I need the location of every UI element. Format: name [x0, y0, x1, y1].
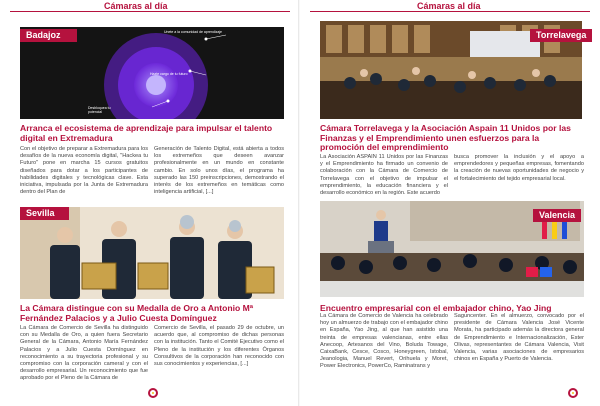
sevilla-article-title: La Cámara distingue con su Medalla de Oro a Antonio Mª Fernández Palacios y a Julio Cuesta Domínguez [20, 303, 254, 323]
right-page [300, 0, 600, 406]
section-title: Cámaras al día [417, 1, 481, 11]
torrelavega-body-col2: busca promover la inclusión y el apoyo a emprendedores y pequeñas empresas, fomentando la creación de nuevas oportunidades de negocio y el fortalecimiento del tejido empresarial local. [454, 154, 584, 182]
sevilla-body-col2: Comercio de Sevilla, el pasado 29 de octubre, un acuerdo que, al compromiso de dichas personas con la institución. Tanto el Comité Ejecutivo como el Pleno de la institución y los diferentes Órganos Consultivos de la corporación han reconocido con sus conocimientos y experiencias, [...] [154, 325, 284, 368]
left-page-header [10, 0, 290, 13]
sevilla-award-photo [20, 207, 284, 299]
valencia-body-col1: La Cámara de Comercio de Valencia ha celebrado hoy un almuerzo de trabajo con el embajador chino en España, Yao Jing, al que han asistido una treinta de empresas valencianas, entre ellas Anecoop, Artesanos del Vino, Boluda Towage, CaixaBank, Cesce, Cosco, Honeygreen, Istobal, Jeanologia, Manuel Revert, Orihuela y Moret, Power Electronics, PowerCo, Raminatrans y [320, 313, 448, 370]
city-tag-torrelavega: Torrelavega [530, 29, 592, 42]
city-tag-badajoz: Badajoz [20, 29, 77, 42]
header-rule [310, 11, 590, 12]
city-tag-valencia: Valencia [533, 209, 581, 222]
sevilla-body-col1: La Cámara de Comercio de Sevilla ha distinguido con su Medalla de Oro, a quien fuera Secretario General de la Cámara, Antonio María Fernández Palacios y a Julio Cuesta Domínguez en reconocimiento a su trayectoria profesional y su compromiso con la corporación cameral y con el desarrollo empresarial. Un reconocimiento que fue aprobado por el Pleno de la Cámara de [20, 325, 148, 382]
people-with-medals-graphic [20, 207, 284, 299]
camara-logo [568, 388, 578, 398]
camara-logo [148, 388, 158, 398]
badajoz-body-col2: Generación de Talento Digital, está abierta a todos los extremeños que deseen avanzar profesionalmente en un mundo en constante cambio. En solo unos días, el programa ha superado las 150 preinscripciones, demostrando el interés de los extremeños en temáticas como inteligencia artificial, [...] [154, 146, 284, 196]
valencia-body-col2: Saguncenter. En el almuerzo, convocado por el presidente de Cámara Valencia José Vicente Morata, ha participado además la directora general de Emprendimiento e Internacionalización, Ester Olivas, representantes de Cámara Valencia, Visit Valencia, varias asociaciones de empresarios chinos en España y Puerto de Valencia. [454, 313, 584, 363]
badajoz-article-title: Arranca el ecosistema de aprendizaje para impulsar el talento digital en Extremadura [20, 123, 273, 143]
badajoz-body-col1: Con el objetivo de preparar a Extremadura para los desafíos de la nueva economía digital, "Hackea tu Futuro" pone en marcha 15 cursos gratuitos diseñados para dotar a los participantes de habilidades digitales y tecnológicas clave. Esta iniciativa, impulsada por la Junta de Extremadura dentro del Plan de [20, 146, 148, 196]
section-title: Cámaras al día [104, 1, 168, 11]
torrelavega-article-title: Cámara Torrelavega y la Asociación Aspain 11 Unidos por las Finanzas y el Emprendimiento unen esfuerzos para la promoción del emprendimiento [320, 123, 571, 152]
diagram-label-outer: Unete a la comunidad de aprendizaje [164, 30, 222, 34]
torrelavega-body-col1: La Asociación ASPAIN 11 Unidos por las Finanzas y el Emprendimiento ha firmado un convenio de colaboración con la Cámara de Comercio de Torrelavega con el objetivo de impulsar el emprendimiento, la educación financiera y el desarrollo económico en la región. Este acuerdo [320, 154, 448, 197]
right-page-header [310, 0, 590, 13]
valencia-article-title: Encuentro empresarial con el embajador chino, Yao Jing [320, 303, 552, 313]
header-rule [10, 11, 290, 12]
diagram-label-middle: Hazte cargo de tu futuro [150, 72, 188, 76]
city-tag-sevilla: Sevilla [20, 207, 69, 220]
diagram-label-inner: Desbloquea tu potencial [88, 106, 111, 114]
